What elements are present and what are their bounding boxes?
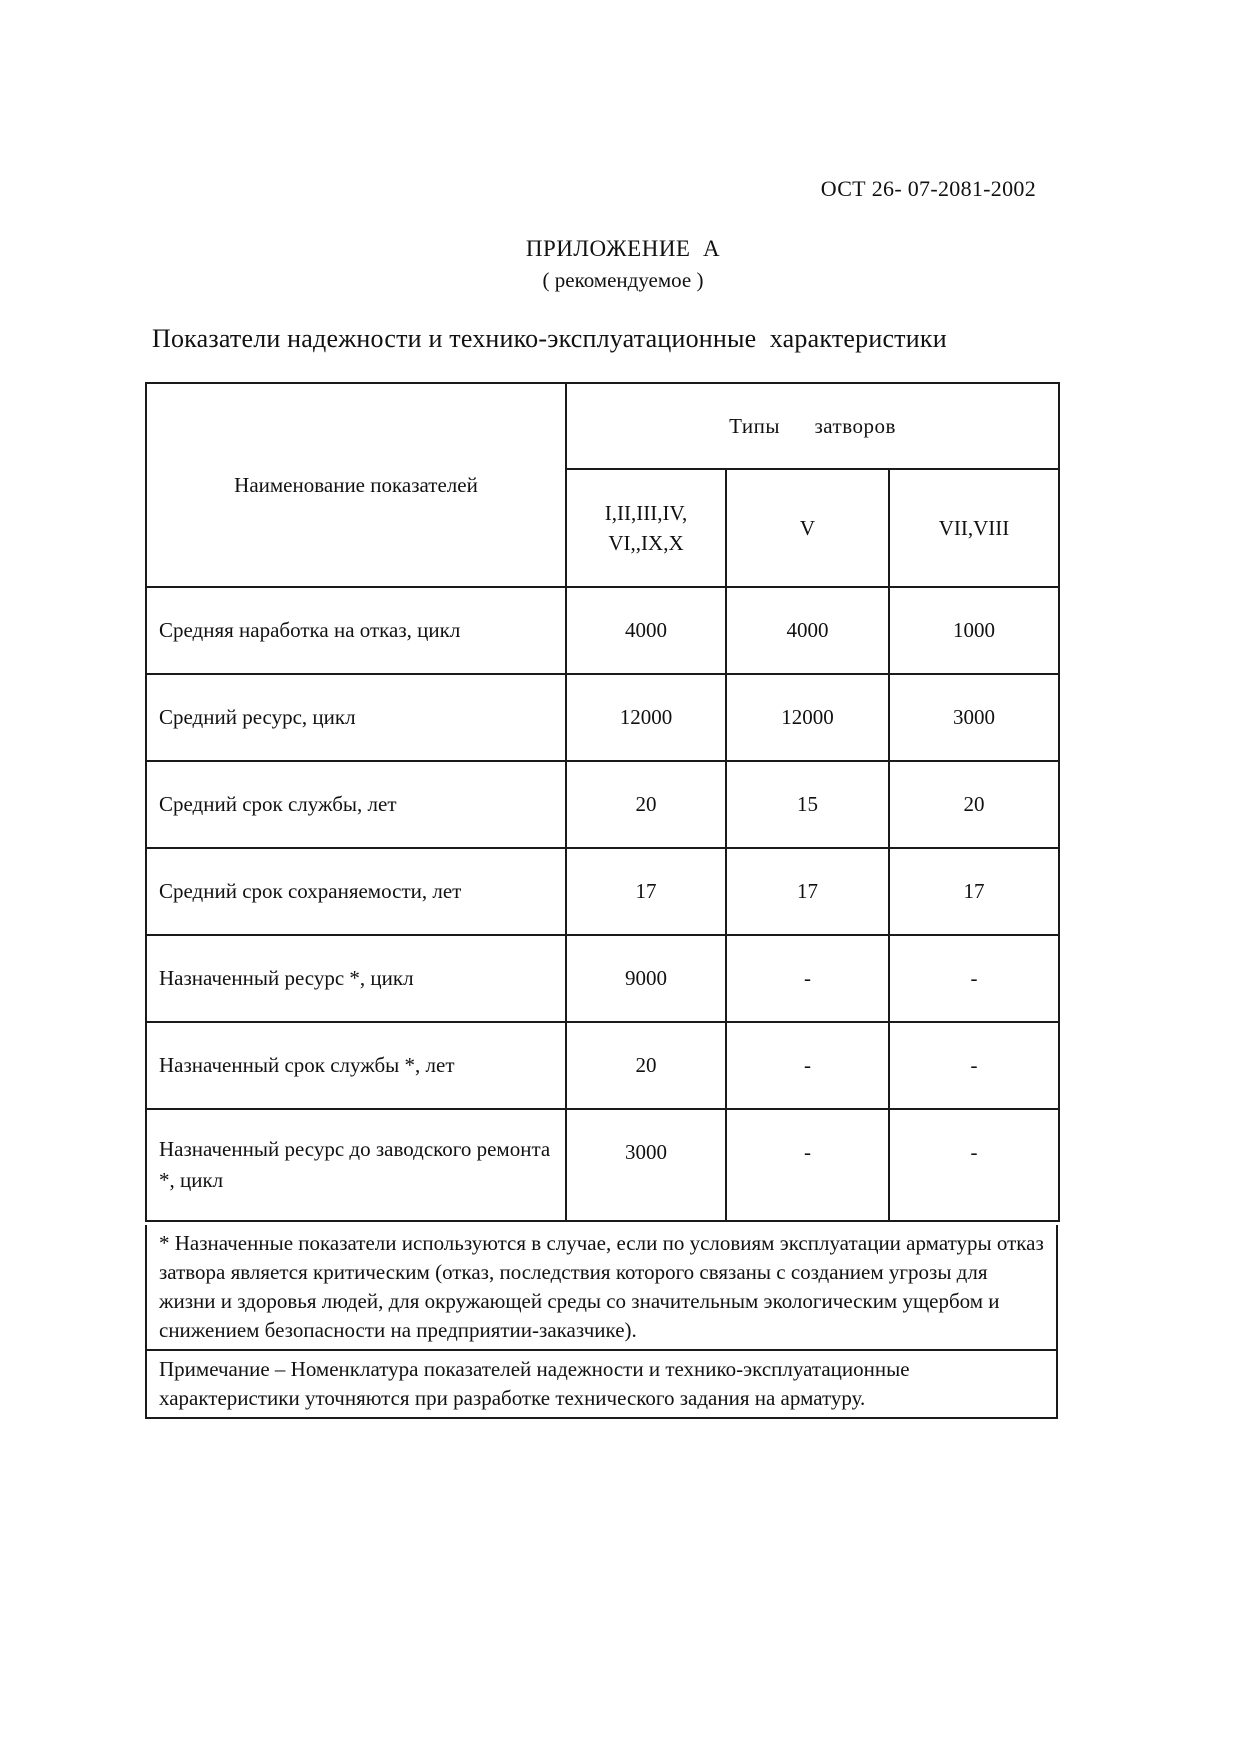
appendix-subtitle: ( рекомендуемое ) xyxy=(542,268,704,292)
table-cell: 12000 xyxy=(726,674,889,761)
gate-types-header xyxy=(566,383,1059,469)
table-header-row xyxy=(146,383,1059,469)
indicator-name: Назначенный ресурс до заводского ремонта *, цикл xyxy=(146,1109,566,1221)
table-cell: - xyxy=(726,1022,889,1109)
table-cell: 17 xyxy=(889,848,1059,935)
column-header xyxy=(566,469,726,587)
indicator-name: Средняя наработка на отказ, цикл xyxy=(146,587,566,674)
table-notes xyxy=(145,1225,1058,1419)
table-row xyxy=(146,1109,1059,1221)
table-cell: 15 xyxy=(726,761,889,848)
table-cell: 12000 xyxy=(566,674,726,761)
table-cell: - xyxy=(726,1109,889,1221)
indicator-name: Средний срок службы, лет xyxy=(146,761,566,848)
table-cell: 20 xyxy=(566,761,726,848)
table-row xyxy=(146,1022,1059,1109)
column-header-label: VII,VIII xyxy=(938,516,1010,540)
indicator-name: Назначенный ресурс *, цикл xyxy=(146,935,566,1022)
column-header-label: I,II,III,IV, VI,,IX,X xyxy=(604,501,688,555)
gate-types-header-label: Типы затворов xyxy=(729,413,896,438)
indicator-name: Средний срок сохраняемости, лет xyxy=(146,848,566,935)
table-row xyxy=(146,935,1059,1022)
table-cell: - xyxy=(889,935,1059,1022)
table-cell: 4000 xyxy=(726,587,889,674)
indicator-name: Назначенный срок службы *, лет xyxy=(146,1022,566,1109)
document-number: ОСТ 26- 07-2081-2002 xyxy=(820,176,1036,201)
indicator-name: Средний ресурс, цикл xyxy=(146,674,566,761)
table-row xyxy=(146,674,1059,761)
column-header-label: V xyxy=(799,516,816,540)
table-title: Показатели надежности и технико-эксплуатационные характеристики xyxy=(152,324,947,353)
remark-note: Примечание – Номенклатура показателей надежности и технико-эксплуатационные характеристики уточняются при разработке технического задания на арматуру. xyxy=(147,1349,1056,1417)
indicators-table xyxy=(145,382,1060,1222)
indicator-name-header xyxy=(146,383,566,587)
column-header xyxy=(726,469,889,587)
table-cell: 1000 xyxy=(889,587,1059,674)
footnote: * Назначенные показатели используются в случае, если по условиям эксплуатации арматуры отказ затвора является критическим (отказ, последствия которого связаны с созданием угрозы для жизни и здоровья людей, для окружающей среды со значительным экологическим ущербом и снижением безопасности на предприятии-заказчике). xyxy=(159,1231,1044,1342)
table-cell: - xyxy=(889,1022,1059,1109)
table-cell: 3000 xyxy=(889,674,1059,761)
column-header xyxy=(889,469,1059,587)
table-cell: 3000 xyxy=(566,1109,726,1221)
table-cell: - xyxy=(889,1109,1059,1221)
table-cell: 17 xyxy=(566,848,726,935)
table-cell: 17 xyxy=(726,848,889,935)
table-row xyxy=(146,587,1059,674)
table-cell: - xyxy=(726,935,889,1022)
table-cell: 20 xyxy=(566,1022,726,1109)
table-cell: 4000 xyxy=(566,587,726,674)
table-cell: 9000 xyxy=(566,935,726,1022)
table-cell: 20 xyxy=(889,761,1059,848)
appendix-title: ПРИЛОЖЕНИЕ А xyxy=(525,236,721,261)
table-row xyxy=(146,848,1059,935)
indicator-name-header-label: Наименование показателей xyxy=(234,472,478,497)
table-row xyxy=(146,761,1059,848)
